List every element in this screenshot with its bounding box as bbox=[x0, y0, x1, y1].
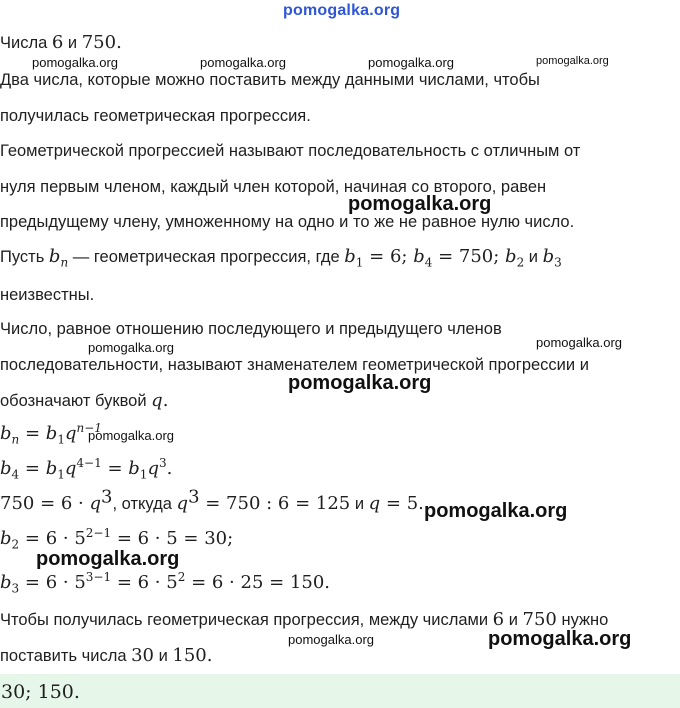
let-mid: — геометрическая прогрессия, где bbox=[68, 248, 345, 266]
period: . bbox=[116, 32, 122, 53]
formula-b3: $b_3$ bbox=[542, 246, 562, 270]
symbol-q: q bbox=[151, 390, 163, 411]
watermark-top: pomogalka.org bbox=[283, 2, 401, 19]
formula-general: $b_n = b_1q^{n-1}$ bbox=[0, 421, 102, 447]
let-line bbox=[0, 246, 562, 270]
task-line-1: Два числа, которые можно поставить между данными числами, чтобы bbox=[0, 71, 540, 89]
conclusion-line-1: Чтобы получилась геометрическая прогрессия, между числами 6 и 750 нужно bbox=[0, 609, 609, 630]
watermark: pomogalka.org bbox=[88, 340, 174, 355]
conclusion-line-2: поставить числа 30 и 150. bbox=[0, 645, 213, 666]
let-prefix: Пусть bbox=[0, 248, 49, 266]
watermark: pomogalka.org bbox=[36, 548, 180, 570]
given-line bbox=[0, 33, 122, 53]
watermark: pomogalka.org bbox=[88, 428, 174, 443]
definition-line-1: Геометрической прогрессией называют последовательность с отличным от bbox=[0, 142, 581, 160]
text-and: и bbox=[63, 34, 82, 52]
watermark: pomogalka.org bbox=[288, 372, 432, 394]
given-prefix: Числа bbox=[0, 34, 52, 52]
number-6: 6 bbox=[51, 32, 64, 53]
watermark: pomogalka.org bbox=[424, 500, 568, 522]
definition-line-2: нуля первым членом, каждый член которой, начиная со второго, равен bbox=[0, 178, 547, 196]
formula-b3-calc: $b_3 = 6 \cdot 5^{3-1} = 6 \cdot 5^2 = 6 \cdot 25 = 150$. bbox=[0, 570, 331, 596]
ratio-line-1: Число, равное отношению последующего и предыдущего членов bbox=[0, 320, 502, 338]
unknown-line: неизвестны. bbox=[0, 286, 95, 304]
ratio-line-2: последовательности, называют знаменателем геометрической прогрессии и bbox=[0, 356, 589, 374]
watermark: pomogalka.org bbox=[200, 55, 286, 70]
answer-text: 30; 150. bbox=[1, 681, 80, 703]
equation-750: $750 = 6 \cdot q^3$, откуда $q^3 = 750$ : 6 = 125 и q = 5. bbox=[0, 486, 424, 514]
formula-b2-calc: $b_2 = 6 \cdot 5^{2-1} = 6 \cdot 5 = 30$; bbox=[0, 526, 234, 552]
watermark: pomogalka.org bbox=[288, 632, 374, 647]
formula-b1: $b_1 = 6$; $b_4 = 750$; $b_2$ bbox=[344, 246, 525, 270]
number-750: 750 bbox=[81, 32, 117, 53]
task-line-2: получилась геометрическая прогрессия. bbox=[0, 107, 311, 125]
watermark: pomogalka.org bbox=[348, 193, 492, 215]
watermark: pomogalka.org bbox=[536, 55, 609, 67]
definition-line-3: предыдущему члену, умноженному на одно и то же не равное нулю число. bbox=[0, 213, 575, 231]
watermark: pomogalka.org bbox=[368, 55, 454, 70]
formula-b4: $b_4 = b_1q^{4-1} = b_1q^3$. bbox=[0, 456, 173, 482]
watermark: pomogalka.org bbox=[488, 628, 632, 650]
let-and: и bbox=[524, 248, 543, 266]
answer-box bbox=[0, 674, 680, 708]
ratio-line-3: обозначают буквой q. bbox=[0, 390, 169, 411]
watermark: pomogalka.org bbox=[32, 55, 118, 70]
formula-bn: $b_n$ bbox=[48, 246, 69, 270]
watermark: pomogalka.org bbox=[536, 335, 622, 350]
